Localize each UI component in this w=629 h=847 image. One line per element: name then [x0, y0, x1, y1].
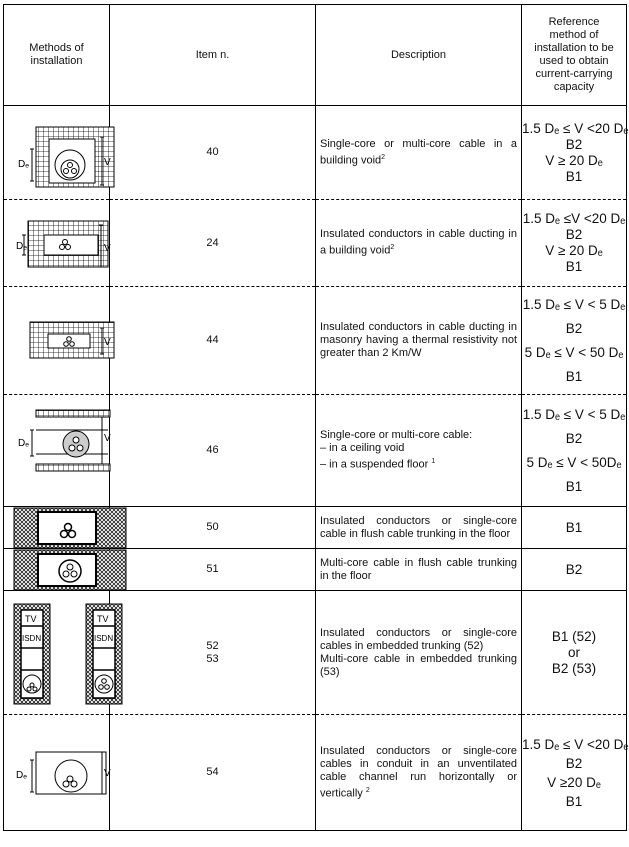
reference-method: 1.5 Dₑ ≤ V < 5 Dₑ B2 5 Dₑ ≤ V < 50Dₑ B1	[522, 395, 627, 507]
reference-method: 1.5 Dₑ ≤ V <20 Dₑ B2 V ≥ 20 Dₑ B1	[522, 106, 627, 200]
description: Insulated conductors in cable ducting in a building void$^2$	[316, 200, 522, 287]
figure-ducting-in-masonry	[4, 287, 110, 395]
reference-method: 1.5 Dₑ ≤ V < 5 Dₑ B2 5 Dₑ ≤ V < 50 Dₑ B1	[522, 287, 627, 395]
item-number: 40	[110, 106, 316, 200]
reference-method: B1 (52) or B2 (53)	[522, 591, 627, 715]
header-reference: Reference method of installation to be used to obtain current-carrying capacity	[522, 5, 627, 106]
item-number: 54	[110, 715, 316, 831]
header-description: Description	[316, 5, 522, 106]
figure-ceiling-void	[4, 395, 110, 507]
item-number: 46	[110, 395, 316, 507]
reference-method: B2	[522, 549, 627, 591]
description: Single-core or multi-core cable: – in a ceiling void – in a suspended floor $^1$	[316, 395, 522, 507]
svg-text:V: V	[104, 432, 111, 444]
svg-text:V: V	[104, 767, 111, 779]
header-item: Item n.	[110, 5, 316, 106]
table-row	[4, 507, 627, 549]
svg-text:TV: TV	[25, 613, 37, 624]
svg-text:ISDN: ISDN	[22, 633, 42, 643]
description: Insulated conductors or single-core cable in flush cable trunking in the floor	[316, 507, 522, 549]
reference-method: 1.5 Dₑ ≤V <20 Dₑ B2 V ≥ 20 Dₑ B1	[522, 200, 627, 287]
item-number: 50	[110, 507, 316, 549]
item-number: 24	[110, 200, 316, 287]
figure-building-void-cable	[4, 106, 110, 200]
item-number: 52 53	[110, 591, 316, 715]
reference-method: 1.5 Dₑ ≤ V <20 Dₑ B2 V ≥20 Dₑ B1	[522, 715, 627, 831]
description: Multi-core cable in flush cable trunking in the floor	[316, 549, 522, 591]
figure-flush-trunking-single-core	[4, 507, 110, 549]
description: Single-core or multi-core cable in a building void$^2$	[316, 106, 522, 200]
table-row	[4, 287, 627, 395]
table-row	[4, 715, 627, 831]
item-number: 44	[110, 287, 316, 395]
reference-method: B1	[522, 507, 627, 549]
item-number: 51	[110, 549, 316, 591]
figure-cable-ducting-building-void	[4, 200, 110, 287]
svg-text:Dₑ: Dₑ	[16, 769, 27, 781]
svg-text:Dₑ: Dₑ	[16, 240, 27, 252]
svg-text:V: V	[104, 242, 111, 254]
description: Insulated conductors or single-core cables in conduit in an unventilated cable channel run horizontally or vertically $^2$	[316, 715, 522, 831]
svg-text:Dₑ: Dₑ	[18, 437, 29, 449]
installation-methods-table	[3, 4, 627, 831]
v-label: V	[104, 156, 111, 168]
header-methods: Methods of installation	[4, 5, 110, 106]
svg-text:TV: TV	[97, 613, 109, 624]
figure-flush-trunking-multi-core	[4, 549, 110, 591]
description: Insulated conductors or single-core cables in embedded trunking (52) Multi-core cable in embedded trunking (53)	[316, 591, 522, 715]
table-row	[4, 106, 627, 200]
figure-embedded-trunking	[4, 591, 114, 715]
table-row	[4, 591, 627, 715]
table-row	[4, 395, 627, 507]
svg-text:ISDN: ISDN	[94, 633, 114, 643]
table-row	[4, 200, 627, 287]
description: Insulated conductors in cable ducting in masonry having a thermal resistivity not greater than 2 Km/W	[316, 287, 522, 395]
svg-text:V: V	[104, 336, 111, 348]
table-row	[4, 549, 627, 591]
figure-conduit-in-channel	[4, 715, 110, 831]
de-label: Dₑ	[18, 158, 29, 170]
